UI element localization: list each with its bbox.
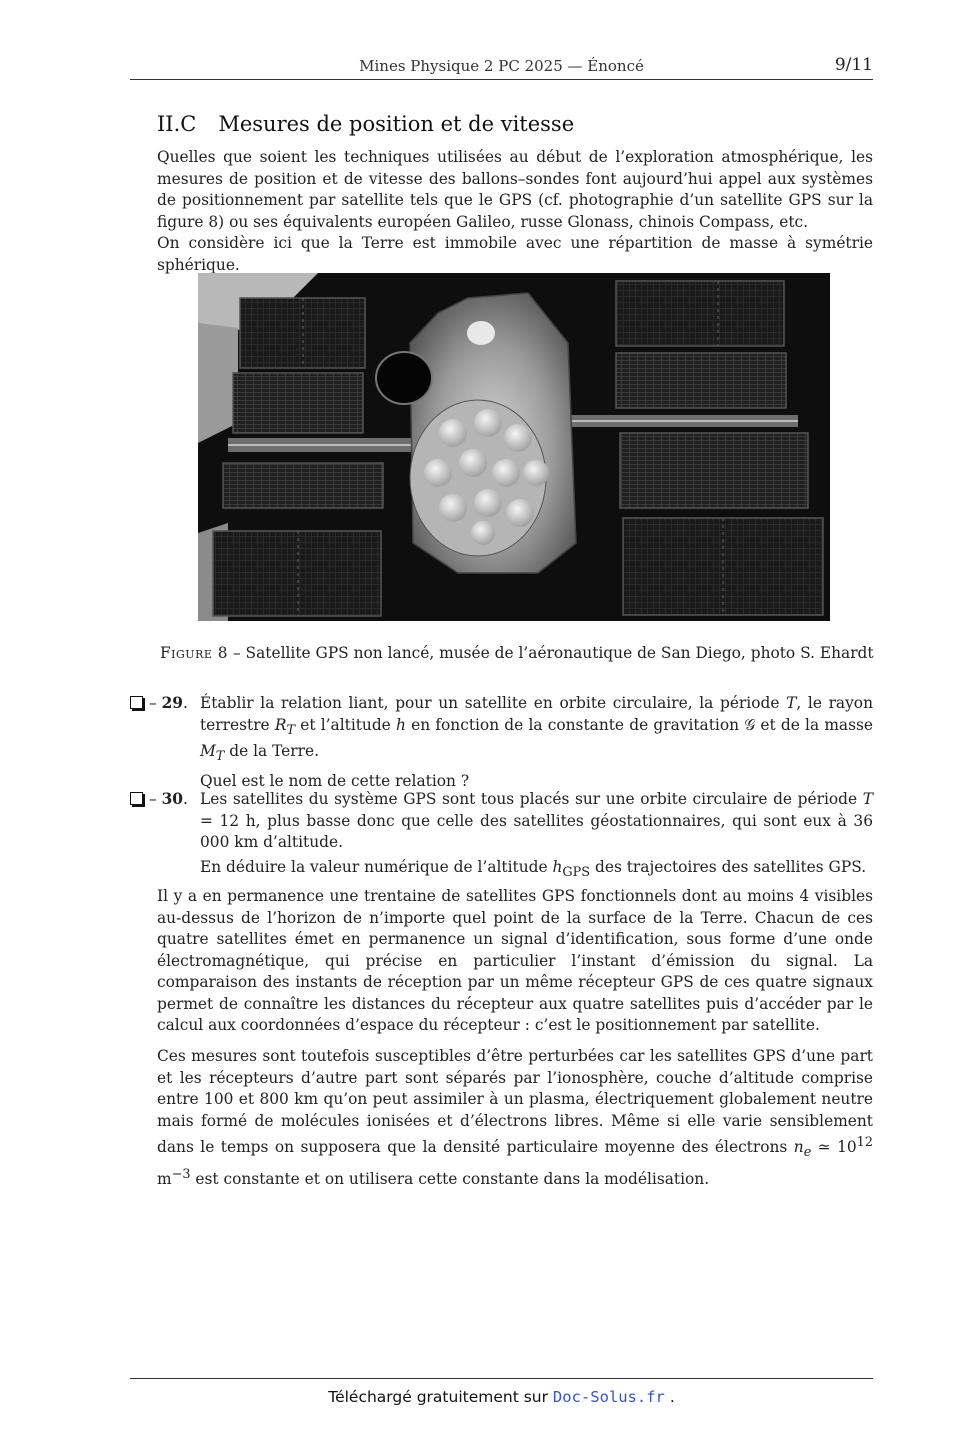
section-title: Mesures de position et de vitesse xyxy=(218,112,575,136)
checkbox-icon xyxy=(130,792,143,805)
gps-paragraph: Il y a en permanence une trentaine de satellites GPS fonctionnels dont au moins 4 visibles au-dessus de l’horizon de n’importe quel point de la surface de la Terre. Chacun de ces quatre satellites émet en permanence un signal d’identification, sous forme d’une onde électromagnétique, qui précise en particulier l’instant d’émission du signal. La comparaison des instants de réception par un même récepteur GPS de ces quatre signaux permet de connaître les distances du récepteur aux quatre satellites puis d’accéder par le calcul aux coordonnées d’espace du récepteur : c’est le positionnement par satellite. xyxy=(157,887,873,1034)
page-header xyxy=(130,55,873,80)
question-29-number: – 29. xyxy=(130,693,188,715)
question-dash: – xyxy=(149,694,162,712)
intro-paragraph-2: On considère ici que la Terre est immobile avec une répartition de masse à symétrie sphérique. xyxy=(157,234,873,274)
figure-caption-text: – Satellite GPS non lancé, musée de l’aéronautique de San Diego, photo S. Ehardt xyxy=(228,644,874,662)
question-29 xyxy=(130,693,873,792)
footer-text: Téléchargé gratuitement sur Doc-Solus.fr . xyxy=(328,1388,675,1406)
question-29-label: 29 xyxy=(161,694,184,712)
question-29-followup: Quel est le nom de cette relation ? xyxy=(200,771,470,790)
ionosphere-paragraph: Ces mesures sont toutefois susceptibles d’être perturbées car les satellites GPS d’une part et les récepteurs d’autre part sont séparés par l’ionosphère, couche d’altitude comprise entre 100 et 800 km qu’on peut assimiler à un plasma, électriquement globalement neutre mais formé de molécules ionisées et d’électrons libres. Même si elle varie sensiblement dans le temps on supposera que la densité particulaire moyenne des électrons $n_e$ ≃ $10^{12}$ $m^{-3}$ est constante et on utilisera cette constante dans la modélisation. xyxy=(157,1047,873,1188)
figure-caption xyxy=(130,644,930,662)
question-30-followup: En déduire la valeur numérique de l’altitude $h_{GPS}$ des trajectoires des satellites GPS. xyxy=(200,857,867,880)
question-30 xyxy=(130,789,873,883)
checkbox-icon xyxy=(130,696,143,709)
section-heading xyxy=(157,112,574,136)
section-number: II.C xyxy=(157,112,197,136)
intro-paragraph: Quelles que soient les techniques utilisées au début de l’exploration atmosphérique, les mesures de position et de vitesse des ballons–sondes font aujourd’hui appel aux systèmes de positionnement par satellite tels que le GPS (cf. photographie d’un satellite GPS sur la figure 8) ou ses équivalents européen Galileo, russe Glonass, chinois Compass, etc. xyxy=(157,148,873,231)
header-title: Mines Physique 2 PC 2025 — Énoncé xyxy=(359,57,644,75)
page-footer xyxy=(130,1378,873,1406)
question-29-text: Établir la relation liant, pour un satellite en orbite circulaire, la période T, le rayon terrestre $R_T$ et l’altitude h en fonction de la constante de gravitation 𝒢 et de la masse $M_T$ de la Terre. xyxy=(200,694,873,765)
figure-label: Figure 8 xyxy=(160,644,229,662)
question-30-text: Les satellites du système GPS sont tous placés sur une orbite circulaire de période T = 12 h, plus basse donc que celle des satellites géostationnaires, qui sont eux à 36 000 km d’altitude. xyxy=(200,790,873,851)
question-30-number: – 30. xyxy=(130,789,188,811)
satellite-photo xyxy=(198,273,830,621)
page-number: 9/11 xyxy=(834,55,873,75)
doc-solus-link[interactable]: Doc-Solus.fr xyxy=(552,1388,665,1406)
question-dash: – xyxy=(149,790,162,808)
question-30-label: 30 xyxy=(161,790,184,808)
